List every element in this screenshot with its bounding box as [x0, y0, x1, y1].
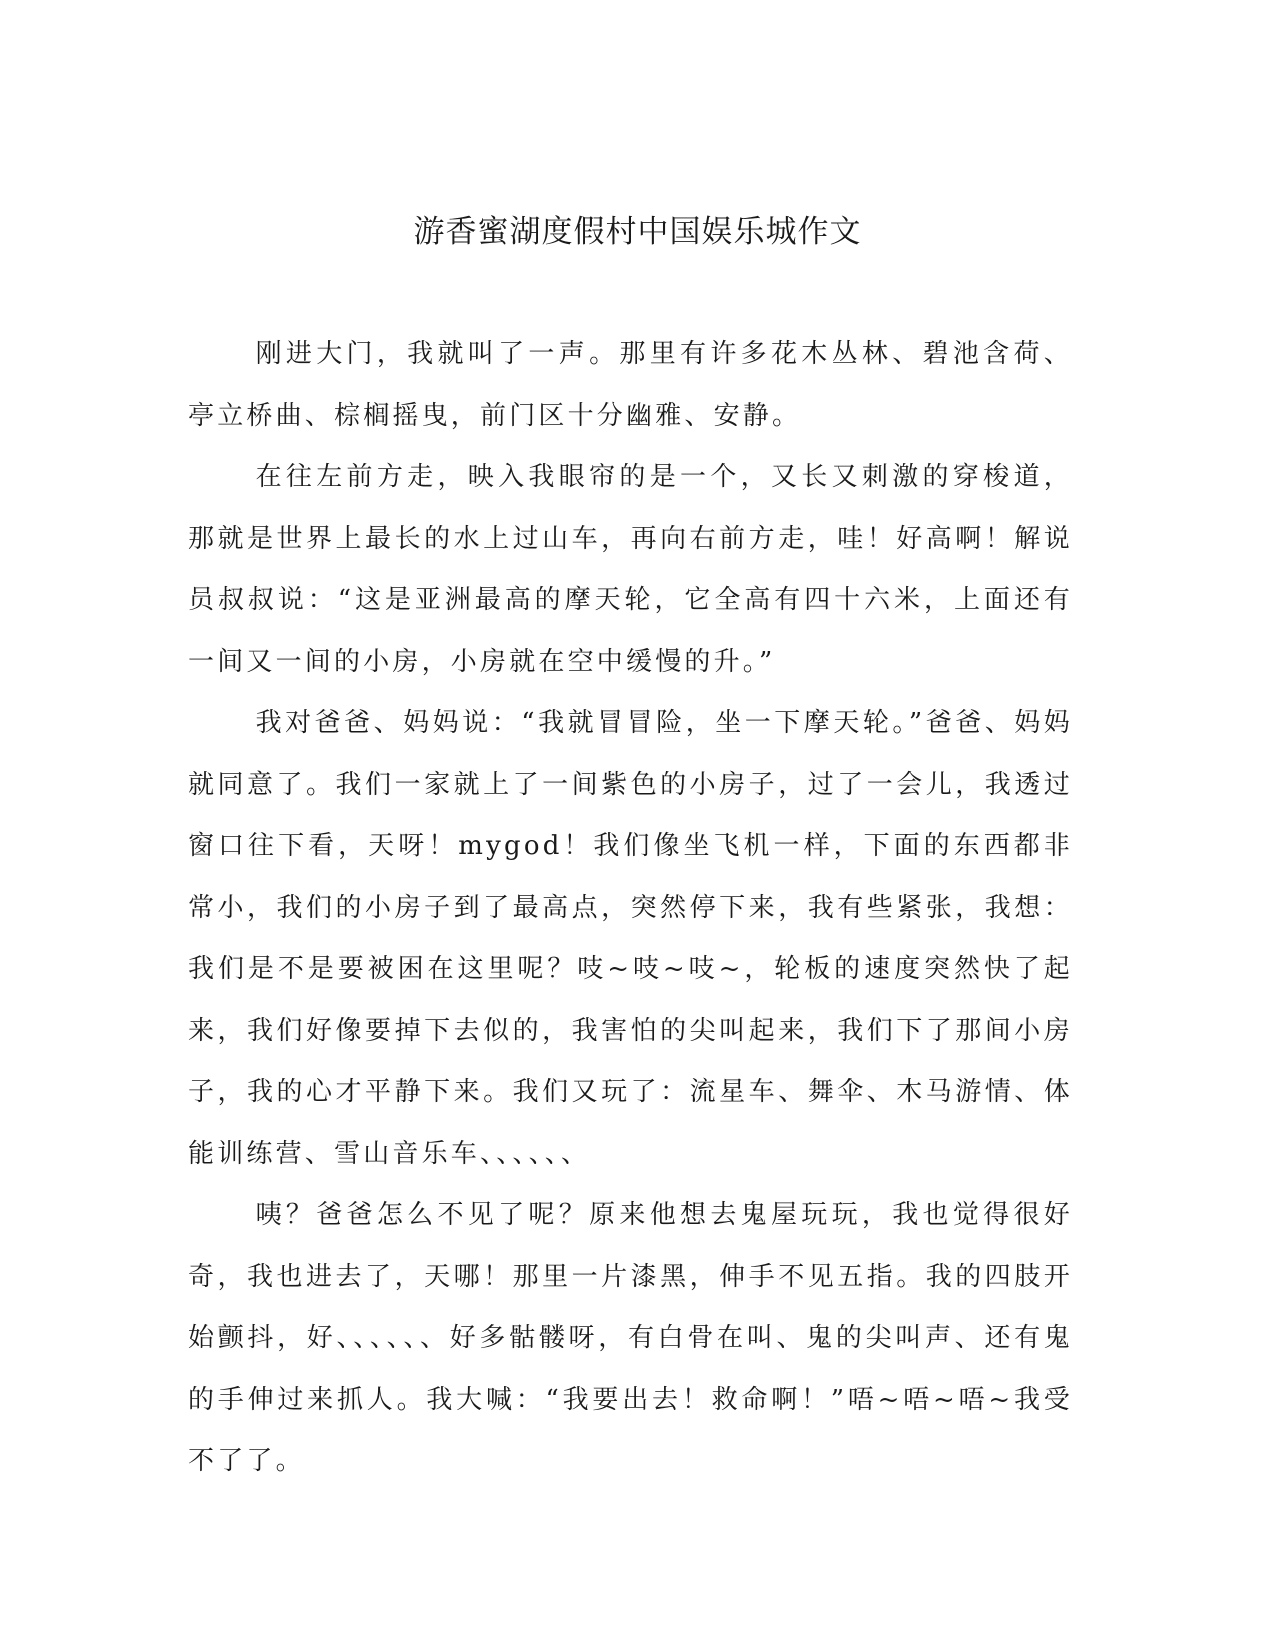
document-body: [188, 324, 1073, 1493]
paragraph: 在往左前方走，映入我眼帘的是一个，又长又刺激的穿梭道，那就是世界上最长的水上过山车，再向右前方走，哇！好高啊！解说员叔叔说：“这是亚洲最高的摩天轮，它全高有四十六米，上面还有一间又一间的小房，小房就在空中缓慢的升。”: [188, 462, 1073, 677]
paragraph: 刚进大门，我就叫了一声。那里有许多花木丛林、碧池含荷、亭立桥曲、棕榈摇曳，前门区十分幽雅、安静。: [188, 339, 1073, 431]
paragraph: 我对爸爸、妈妈说：“我就冒冒险，坐一下摩天轮。”爸爸、妈妈就同意了。我们一家就上了一间紫色的小房子，过了一会儿，我透过窗口往下看，天呀！mygod！我们像坐飞机一样，下面的东西都非常小，我们的小房子到了最高点，突然停下来，我有些紧张，我想：我们是不是要被困在这里呢？吱~吱~吱~，轮板的速度突然快了起来，我们好像要掉下去似的，我害怕的尖叫起来，我们下了那间小房子，我的心才平静下来。我们又玩了：流星车、舞伞、木马游情、体能训练营、雪山音乐车、、、、、、: [188, 708, 1073, 1169]
paragraph: 咦？爸爸怎么不见了呢？原来他想去鬼屋玩玩，我也觉得很好奇，我也进去了，天哪！那里一片漆黑，伸手不见五指。我的四肢开始颤抖，好、、、、、、好多骷髅呀，有白骨在叫、鬼的尖叫声、还有鬼的手伸过来抓人。我大喊：“我要出去！救命啊！”唔~唔~唔~我受不了了。: [188, 1200, 1073, 1476]
document-title: 游香蜜湖度假村中国娱乐城作文: [413, 214, 862, 250]
